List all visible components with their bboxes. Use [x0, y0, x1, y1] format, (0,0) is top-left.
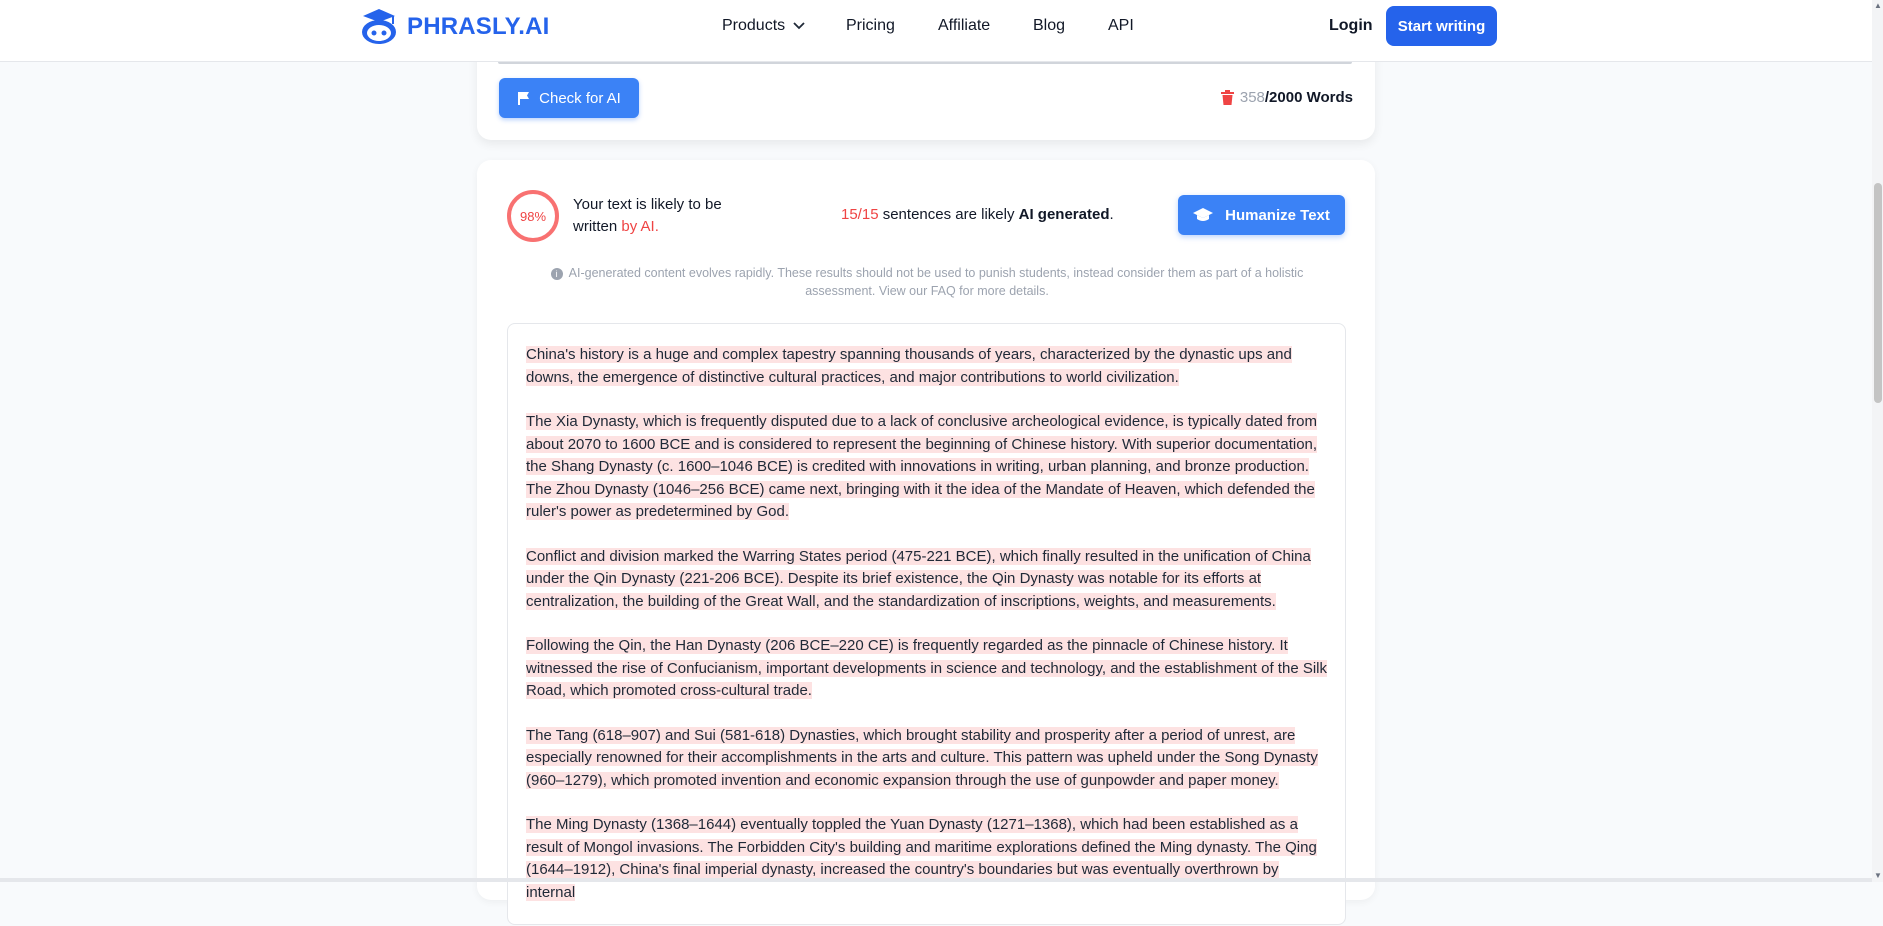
text-paragraph	[526, 814, 1328, 904]
nav-pricing[interactable]: Pricing	[846, 17, 895, 34]
ai-score-value: 98%	[519, 208, 547, 224]
text-paragraph	[526, 725, 1328, 793]
check-for-ai-button[interactable]	[499, 78, 639, 118]
scrollbar-thumb[interactable]	[1874, 183, 1882, 403]
login-link[interactable]: Login	[1329, 17, 1373, 34]
logo-wordmark: PHRASLY.AI	[407, 13, 550, 40]
result-card	[477, 160, 1375, 900]
text-input-bottom-edge[interactable]	[498, 62, 1352, 64]
humanize-text-button[interactable]	[1178, 195, 1345, 235]
top-navbar	[0, 0, 1872, 62]
scroll-down-icon[interactable]: ▼	[1874, 871, 1882, 880]
robot-mascot-icon	[357, 8, 401, 46]
text-paragraph	[526, 635, 1328, 703]
sentence-emph: AI generated	[1018, 206, 1110, 223]
graduation-cap-icon	[1193, 208, 1213, 222]
ai-score-gauge	[507, 190, 559, 242]
analyzed-text-box	[507, 323, 1346, 925]
highlighted-sentence: Following the Qin, the Han Dynasty (206 BCE–220 CE) is frequently regarded as the pinnacle of Chinese history. It witnessed the rise of Confucianism, important developments in science and technology, and the establishment of the Silk Road, which promoted cross-cultural trade.	[526, 637, 1327, 699]
highlighted-sentence: The Ming Dynasty (1368–1644) eventually toppled the Yuan Dynasty (1271–1368), which had been established as a result of Mongol invasions. The Forbidden City's building and maritime explorations defined the Ming dynasty. The Qing (1644–1912), China's final imperial dynasty, increased the country's boundaries but was eventually overthrown by internal	[526, 816, 1317, 901]
ai-likely-prefix: Your text is likely to be written	[573, 196, 722, 235]
info-icon: i	[551, 268, 563, 280]
page-scrollbar[interactable]	[1872, 0, 1883, 882]
nav-affiliate[interactable]: Affiliate	[938, 17, 991, 34]
trash-icon[interactable]	[1221, 90, 1234, 105]
start-writing-button[interactable]: Start writing	[1386, 6, 1497, 46]
sentence-ratio: 15/15	[841, 206, 879, 223]
sentence-end: .	[1109, 206, 1114, 223]
words-total: /2000 Words	[1264, 89, 1353, 106]
nav-products-label: Products	[722, 17, 786, 34]
highlighted-sentence: China's history is a huge and complex tapestry spanning thousands of years, characterized by the dynastic ups and downs, the emergence of distinctive cultural practices, and major contributions to world civilization.	[526, 346, 1292, 386]
flag-icon	[517, 91, 531, 106]
nav-blog[interactable]: Blog	[1033, 17, 1066, 34]
chevron-down-icon	[793, 22, 805, 30]
words-used: 358	[1239, 89, 1265, 106]
sentence-mid: sentences are likely	[878, 206, 1019, 223]
bottom-edge	[0, 878, 1872, 882]
text-paragraph	[526, 344, 1328, 389]
sentence-summary	[841, 206, 1114, 223]
nav-api[interactable]: API	[1108, 17, 1134, 34]
ai-likely-text	[573, 194, 743, 238]
highlighted-sentence: Conflict and division marked the Warring States period (475-221 BCE), which finally resulted in the unification of China under the Qin Dynasty (221-206 BCE). Despite its brief existence, the Qin Dynasty was notable for its efforts at centralization, the building of the Great Wall, and the standardization of inscriptions, weights, and measurements.	[526, 547, 1311, 610]
word-counter	[1221, 89, 1353, 106]
ai-likely-emph: by AI.	[621, 218, 659, 235]
highlighted-sentence: The Xia Dynasty, which is frequently disputed due to a lack of conclusive archeological evidence, is typically dated from about 2070 to 1600 BCE and is considered to represent the beginning of Chinese history. With superior documentation, the Shang Dynasty (c. 1600–1046 BCE) is credited with innovations in writing, urban planning, and bronze production. The Zhou Dynasty (1046–256 BCE) came next, bringing with it the idea of the Mandate of Heaven, which defended the ruler's power as predetermined by God.	[526, 413, 1318, 520]
brand-logo[interactable]	[357, 8, 549, 46]
scroll-up-icon[interactable]: ▲	[1874, 1, 1882, 10]
humanize-text-label: Humanize Text	[1225, 206, 1330, 224]
check-for-ai-label: Check for AI	[539, 89, 621, 107]
disclaimer-text: AI-generated content evolves rapidly. These results should not be used to punish students, instead consider them as part of a holistic assessment. View our FAQ for more details.	[568, 266, 1304, 298]
text-paragraph	[526, 411, 1328, 524]
analyzed-text	[526, 344, 1328, 926]
text-paragraph	[526, 546, 1328, 614]
disclaimer	[527, 264, 1327, 300]
nav-products[interactable]	[722, 17, 805, 35]
highlighted-sentence: The Tang (618–907) and Sui (581-618) Dynasties, which brought stability and prosperity after a period of unrest, are especially renowned for their accomplishments in the arts and culture. This pattern was upheld under the Song Dynasty (960–1279), which promoted invention and economic expansion through the use of gunpowder and paper money.	[526, 726, 1318, 789]
